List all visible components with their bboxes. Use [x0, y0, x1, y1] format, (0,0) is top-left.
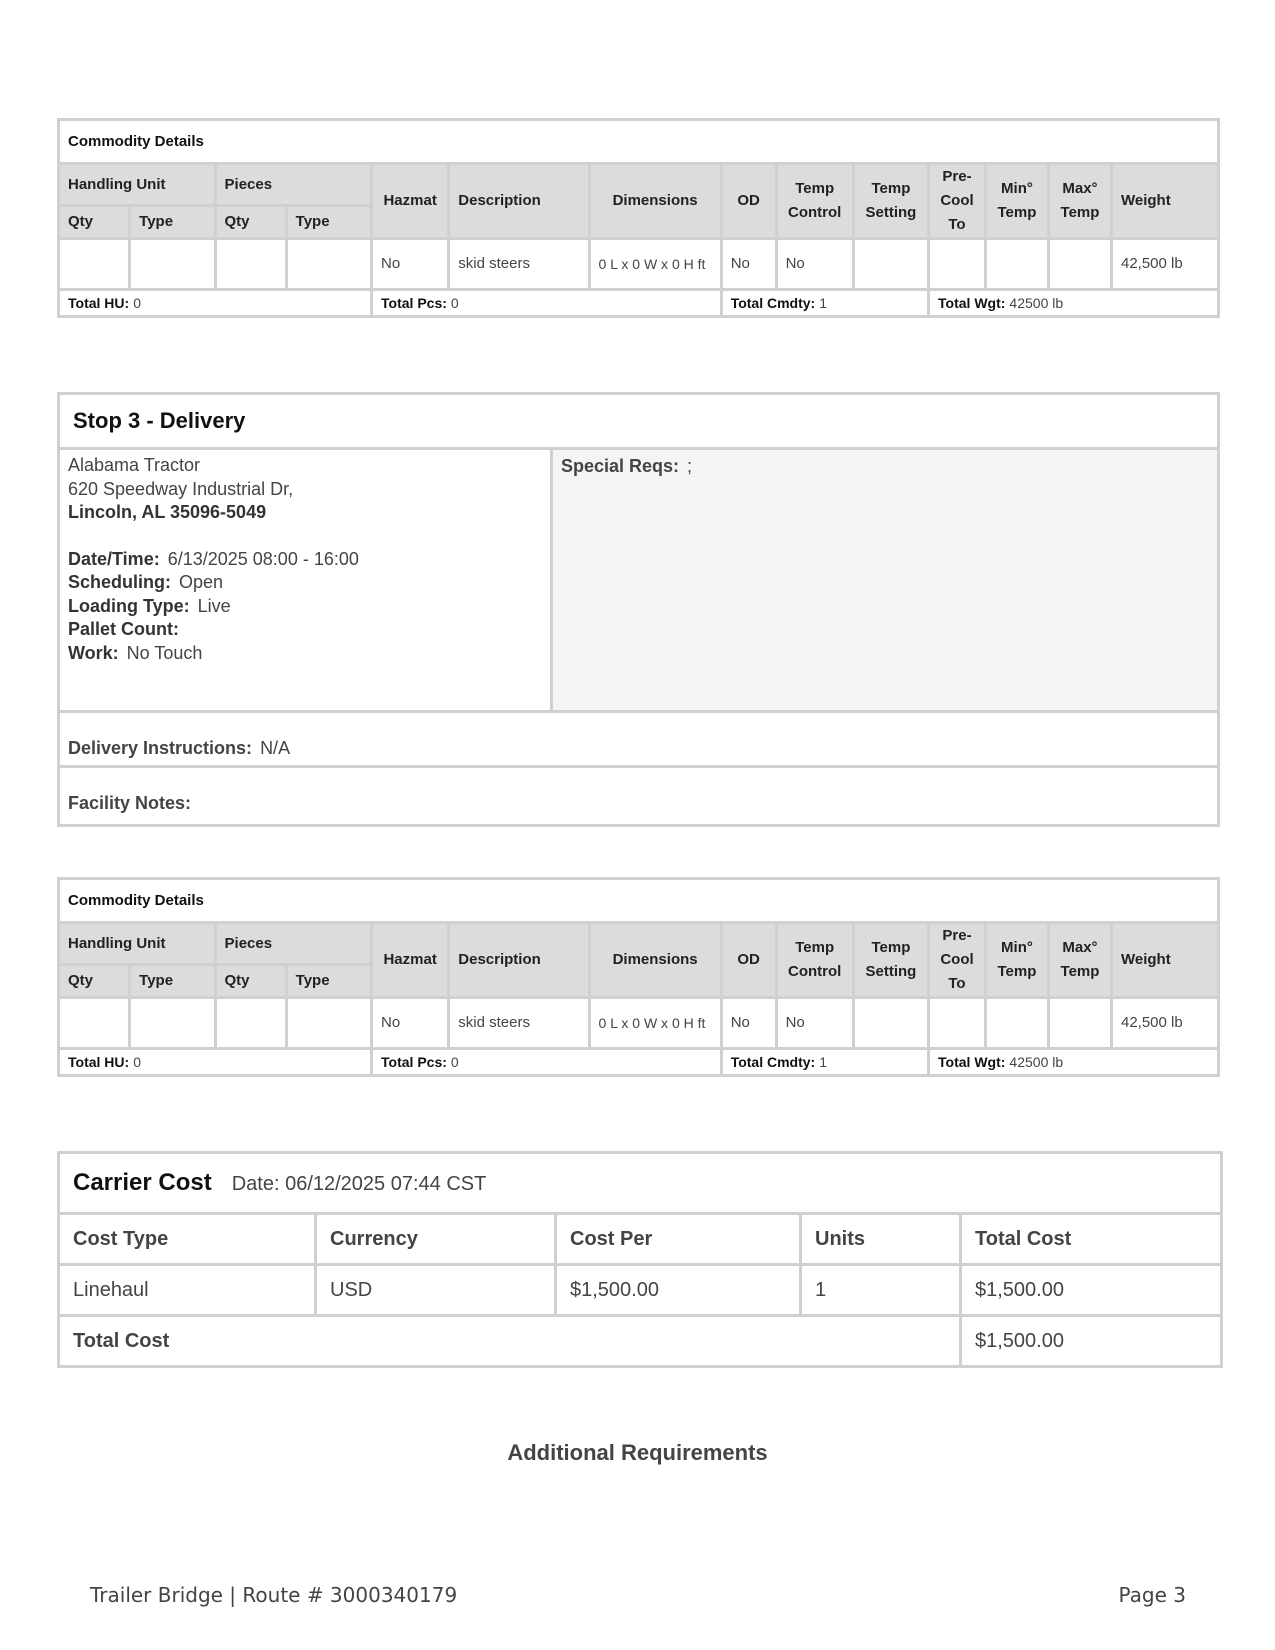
pre-cool-to-cell — [929, 239, 986, 290]
total-cost-label: Total Cost — [59, 1316, 961, 1367]
pc-qty-cell — [215, 239, 286, 290]
total-wgt: Total Wgt: 42500 lb — [929, 1049, 1219, 1076]
weight-cell: 42,500 lb — [1111, 239, 1218, 290]
hazmat-cell: No — [372, 239, 449, 290]
total-pcs: Total Pcs: 0 — [372, 1049, 722, 1076]
total-cost-value: $1,500.00 — [961, 1316, 1222, 1367]
pc-qty-header: Qty — [215, 206, 286, 239]
stop-scheduling: Scheduling: Open — [68, 572, 224, 592]
od-cell: No — [721, 998, 776, 1049]
currency-header: Currency — [316, 1214, 556, 1265]
min-temp-header: Min° Temp — [985, 164, 1048, 239]
hu-type-cell — [130, 239, 215, 290]
temp-control-header: Temp Control — [776, 923, 853, 998]
stop-pallet-count: Pallet Count: — [68, 619, 179, 639]
carrier-cost-table — [57, 1151, 1220, 1368]
description-cell: skid steers — [449, 998, 589, 1049]
handling-unit-header: Handling Unit — [59, 164, 216, 206]
stop-address-line: 620 Speedway Industrial Dr, — [68, 478, 294, 499]
totals-row — [59, 290, 1219, 317]
pc-type-header: Type — [286, 206, 371, 239]
commodity-details-table-2 — [57, 877, 1220, 1077]
total-cmdty: Total Cmdty: 1 — [721, 1049, 928, 1076]
temp-control-cell: No — [776, 998, 853, 1049]
units-cell: 1 — [801, 1265, 961, 1316]
pc-qty-cell — [215, 998, 286, 1049]
footer-page-number: Page 3 — [1118, 1583, 1186, 1607]
hazmat-header: Hazmat — [372, 164, 449, 239]
table-row — [59, 998, 1219, 1049]
description-header: Description — [449, 923, 589, 998]
cost-type-cell: Linehaul — [59, 1265, 316, 1316]
stop-name: Alabama Tractor — [68, 455, 201, 475]
totals-row — [59, 1049, 1219, 1076]
pieces-header: Pieces — [215, 164, 372, 206]
hu-qty-header: Qty — [59, 965, 130, 998]
stop-city-state-zip: Lincoln, AL 35096-5049 — [68, 502, 267, 522]
max-temp-header: Max° Temp — [1048, 164, 1111, 239]
hazmat-cell: No — [372, 998, 449, 1049]
weight-header: Weight — [1111, 164, 1218, 239]
hu-type-header: Type — [130, 206, 215, 239]
dimensions-header: Dimensions — [589, 164, 721, 239]
total-cost-header: Total Cost — [961, 1214, 1222, 1265]
stop-delivery-box — [57, 392, 1220, 827]
dimensions-cell: 0 L x 0 W x 0 H ft — [589, 239, 721, 290]
pc-type-cell — [286, 239, 371, 290]
hu-type-cell — [130, 998, 215, 1049]
temp-setting-cell — [853, 239, 928, 290]
pre-cool-to-cell — [929, 998, 986, 1049]
table-row — [59, 239, 1219, 290]
commodity-details-table-1 — [57, 118, 1220, 318]
weight-header: Weight — [1111, 923, 1218, 998]
weight-cell: 42,500 lb — [1111, 998, 1218, 1049]
footer-route: Trailer Bridge | Route # 3000340179 — [90, 1583, 458, 1607]
total-hu: Total HU: 0 — [59, 290, 372, 317]
max-temp-cell — [1048, 239, 1111, 290]
carrier-cost-date: Date: 06/12/2025 07:44 CST — [231, 1173, 487, 1195]
pieces-header: Pieces — [215, 923, 372, 965]
hazmat-header: Hazmat — [372, 923, 449, 998]
cost-type-header: Cost Type — [59, 1214, 316, 1265]
pc-type-header: Type — [286, 965, 371, 998]
temp-control-header: Temp Control — [776, 164, 853, 239]
dimensions-header: Dimensions — [589, 923, 721, 998]
cost-per-cell: $1,500.00 — [556, 1265, 801, 1316]
units-header: Units — [801, 1214, 961, 1265]
stop-loading-type: Loading Type: Live — [68, 595, 231, 616]
hu-qty-cell — [59, 239, 130, 290]
commodity-title: Commodity Details — [59, 879, 1219, 923]
temp-setting-header: Temp Setting — [853, 164, 928, 239]
min-temp-cell — [985, 239, 1048, 290]
total-pcs: Total Pcs: 0 — [372, 290, 722, 317]
hu-qty-cell — [59, 998, 130, 1049]
od-header: OD — [721, 923, 776, 998]
facility-notes-row: Facility Notes: — [68, 793, 192, 813]
handling-unit-header: Handling Unit — [59, 923, 216, 965]
total-cmdty: Total Cmdty: 1 — [721, 290, 928, 317]
stop-address-panel — [60, 450, 553, 710]
description-cell: skid steers — [449, 239, 589, 290]
currency-cell: USD — [316, 1265, 556, 1316]
total-hu: Total HU: 0 — [59, 1049, 372, 1076]
dimensions-cell: 0 L x 0 W x 0 H ft — [589, 998, 721, 1049]
delivery-instructions-row: Delivery Instructions: N/A — [60, 713, 1217, 768]
min-temp-cell — [985, 998, 1048, 1049]
stop-work: Work: No Touch — [68, 642, 203, 663]
od-header: OD — [721, 164, 776, 239]
commodity-title: Commodity Details — [59, 120, 1219, 164]
temp-setting-header: Temp Setting — [853, 923, 928, 998]
table-row — [59, 1265, 1222, 1316]
pre-cool-to-header: Pre-Cool To — [929, 923, 986, 998]
od-cell: No — [721, 239, 776, 290]
pc-qty-header: Qty — [215, 965, 286, 998]
total-wgt: Total Wgt: 42500 lb — [929, 290, 1219, 317]
carrier-cost-title: Carrier Cost Date: 06/12/2025 07:44 CST — [59, 1153, 1222, 1214]
hu-type-header: Type — [130, 965, 215, 998]
additional-requirements-heading: Additional Requirements — [507, 1440, 768, 1465]
cost-per-header: Cost Per — [556, 1214, 801, 1265]
total-cost-cell: $1,500.00 — [961, 1265, 1222, 1316]
pc-type-cell — [286, 998, 371, 1049]
stop-datetime: Date/Time: 6/13/2025 08:00 - 16:00 — [68, 548, 359, 569]
special-reqs-panel: Special Reqs: ; — [553, 450, 1217, 710]
special-reqs-value: ; — [687, 456, 693, 476]
min-temp-header: Min° Temp — [985, 923, 1048, 998]
temp-control-cell: No — [776, 239, 853, 290]
temp-setting-cell — [853, 998, 928, 1049]
hu-qty-header: Qty — [59, 206, 130, 239]
description-header: Description — [449, 164, 589, 239]
stop-title: Stop 3 - Delivery — [60, 395, 1217, 450]
pre-cool-to-header: Pre-Cool To — [929, 164, 986, 239]
max-temp-header: Max° Temp — [1048, 923, 1111, 998]
max-temp-cell — [1048, 998, 1111, 1049]
